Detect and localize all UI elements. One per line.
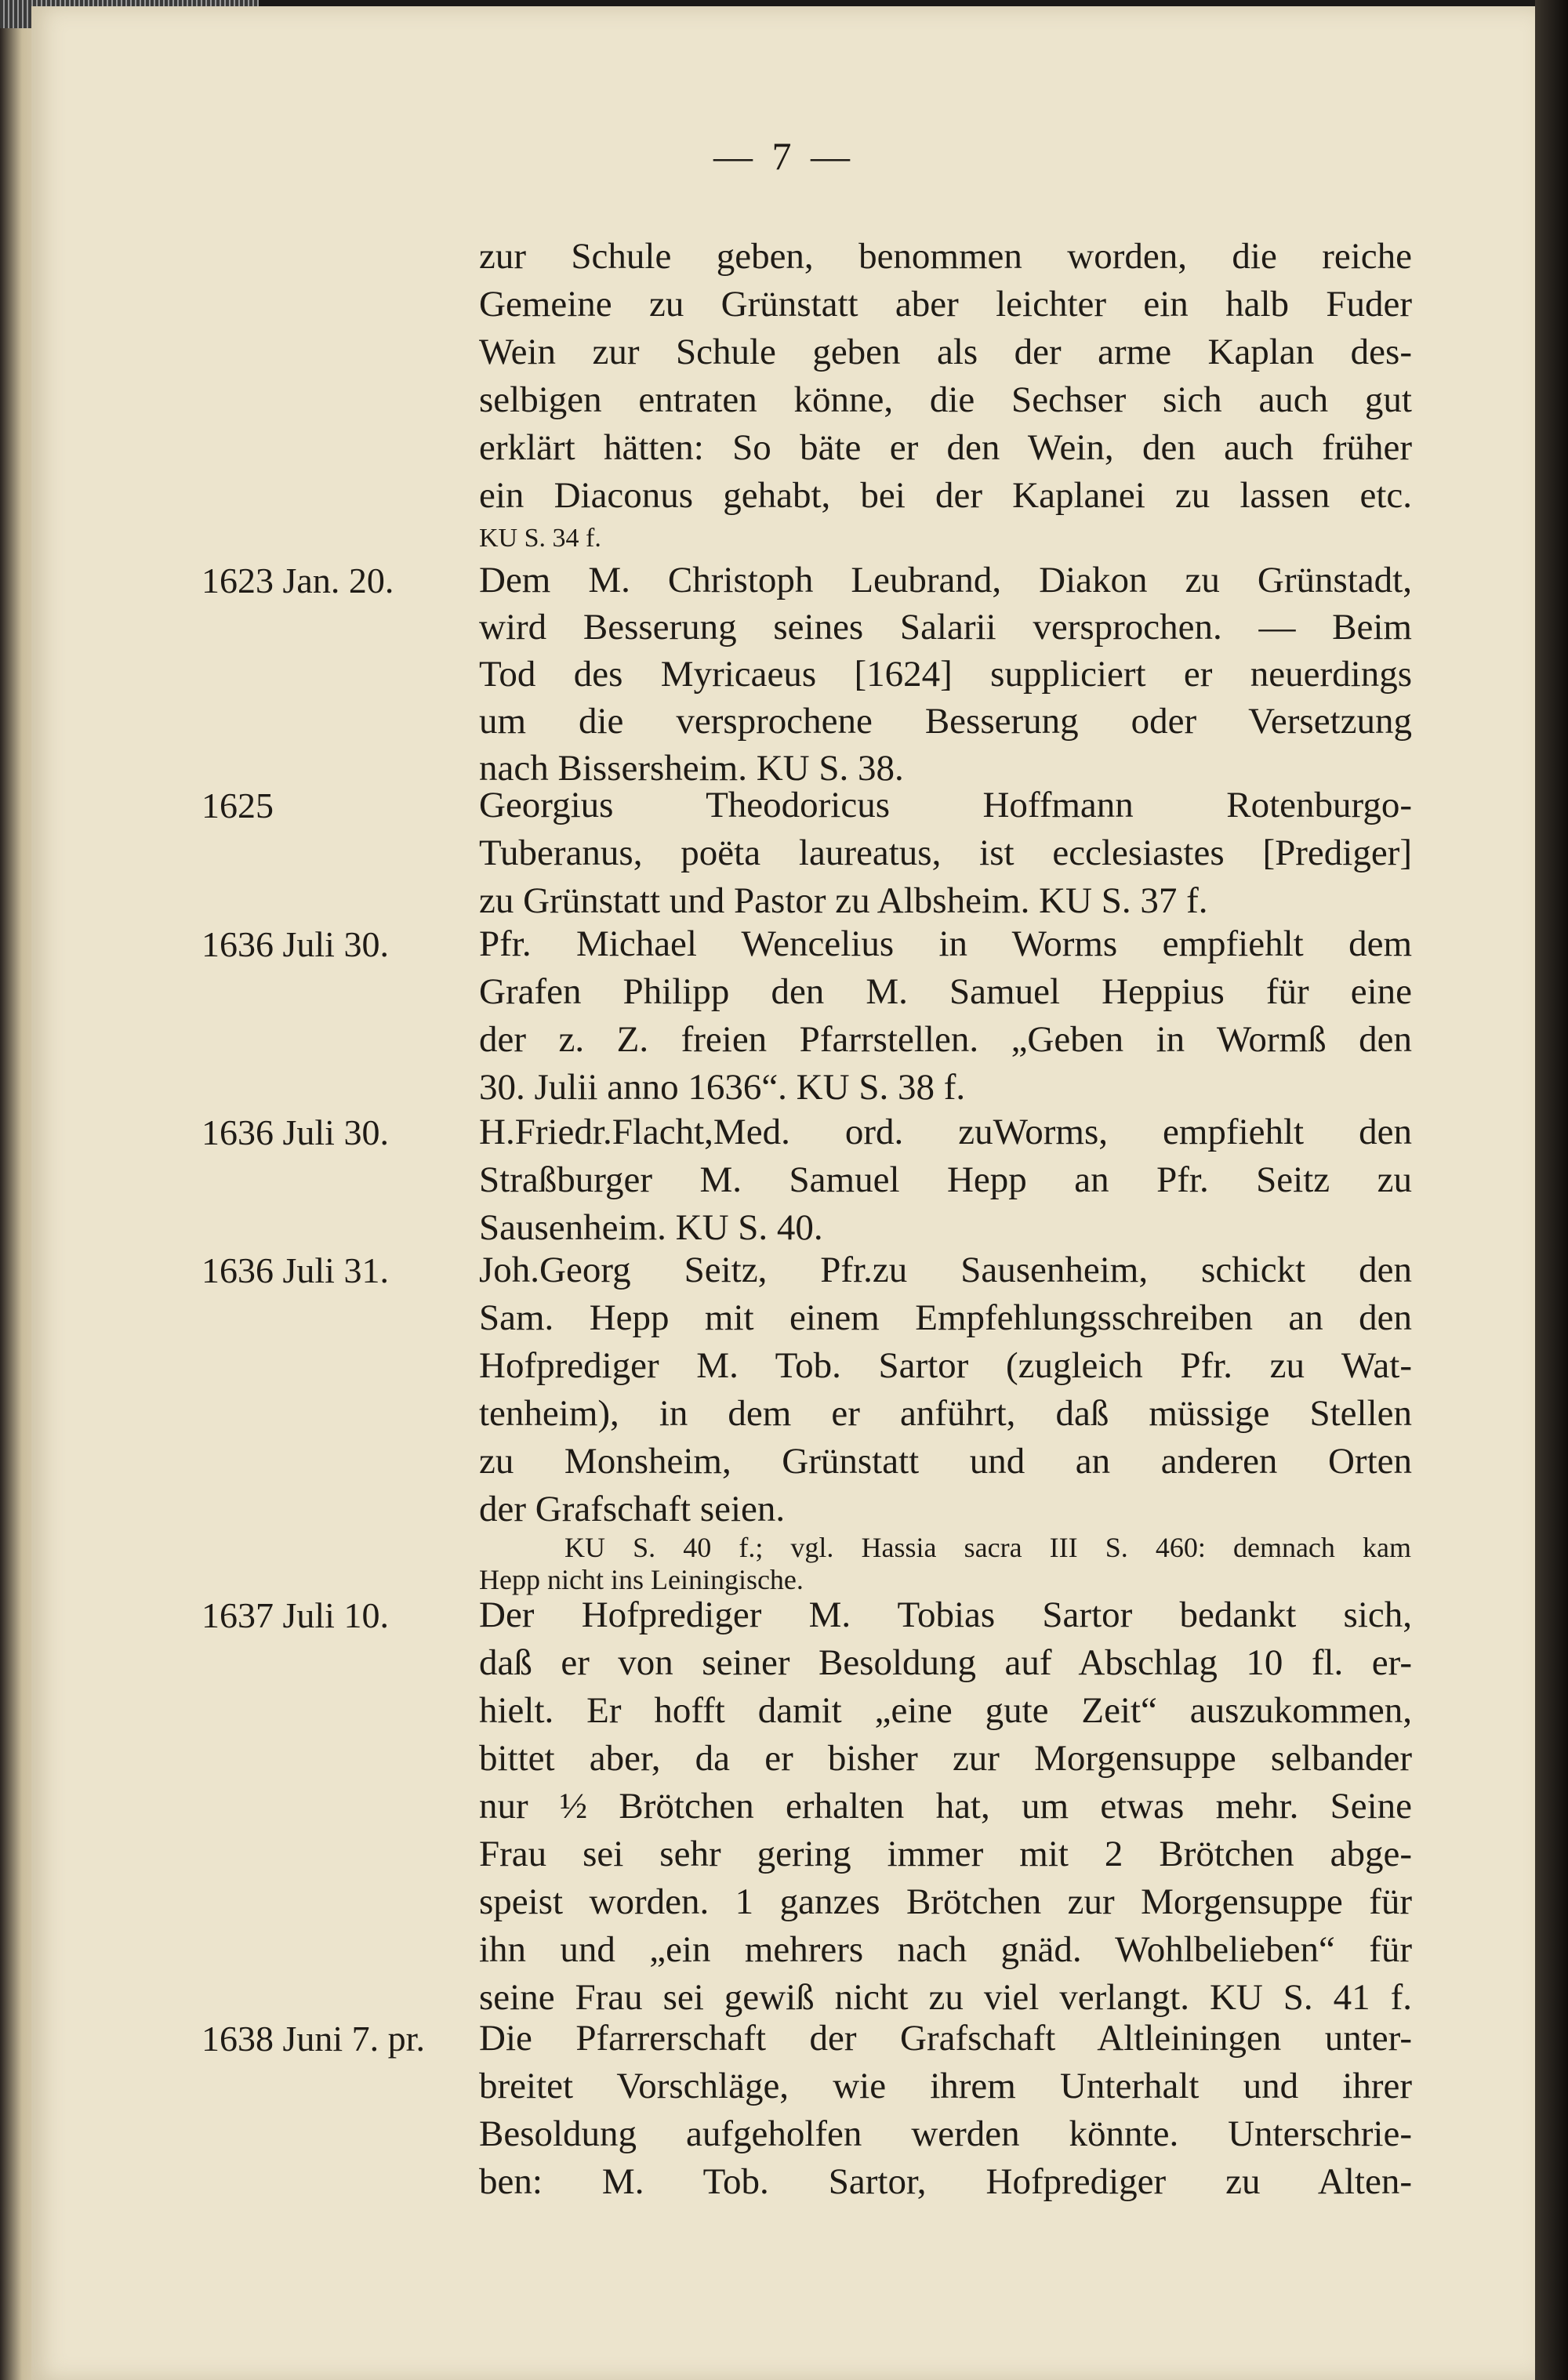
entry-line: Tuberanus, poëta laureatus, ist ecclesiastes [Prediger] (479, 833, 1412, 873)
source-note: KU S. 40 f.; vgl. Hassia sacra III S. 460: demnach kam (564, 1532, 1411, 1563)
entry-line: Die Pfarrerschaft der Grafschaft Altleiningen unter- (479, 2018, 1412, 2059)
page-edge (1535, 0, 1568, 2380)
entry-line: Gemeine zu Grünstatt aber leichter ein halb Fuder (479, 284, 1412, 325)
entry-date: 1623 Jan. 20. (201, 561, 394, 600)
entry-date: 1636 Juli 30. (201, 924, 389, 964)
entry-line: Sam. Hepp mit einem Empfehlungsschreiben an den (479, 1297, 1412, 1338)
source-note: Hepp nicht ins Leiningische. (479, 1564, 804, 1595)
entry-line: der Grafschaft seien. (479, 1489, 786, 1529)
entry-line: ben: M. Tob. Sartor, Hofprediger zu Alten- (479, 2161, 1412, 2202)
entry-line: Joh.Georg Seitz, Pfr.zu Sausenheim, schickt den (479, 1250, 1412, 1290)
entry-line: Sausenheim. KU S. 40. (479, 1207, 823, 1248)
entry-date: 1638 Juni 7. pr. (201, 2019, 425, 2059)
entry-line: 30. Julii anno 1636“. KU S. 38 f. (479, 1067, 966, 1108)
entry-date: 1636 Juli 31. (201, 1250, 389, 1290)
entry-line: selbigen entraten könne, die Sechser sich auch gut (479, 379, 1412, 420)
entry-line: Georgius Theodoricus Hoffmann Rotenburgo- (479, 785, 1412, 825)
entry-date: 1636 Juli 30. (201, 1112, 389, 1152)
entry-line: Besoldung aufgeholfen werden könnte. Unterschrie- (479, 2113, 1412, 2154)
entry-line: hielt. Er hofft damit „eine gute Zeit“ auszukommen, (479, 1690, 1412, 1731)
entry-line: zu Grünstatt und Pastor zu Albsheim. KU S. 37 f. (479, 880, 1208, 921)
entry-line: Pfr. Michael Wencelius in Worms empfiehlt dem (479, 923, 1412, 964)
entry-line: Frau sei sehr gering immer mit 2 Brötchen abge- (479, 1834, 1412, 1874)
page-number: — 7 — (713, 134, 855, 178)
entry-line: tenheim), in dem er anführt, daß müssige Stellen (479, 1393, 1412, 1434)
entry-line: Der Hofprediger M. Tobias Sartor bedankt sich, (479, 1595, 1412, 1635)
entry-line: breitet Vorschläge, wie ihrem Unterhalt und ihrer (479, 2066, 1412, 2106)
entry-line: wird Besserung seines Salarii versprochen. — Beim (479, 607, 1412, 648)
entry-line: zu Monsheim, Grünstatt und an anderen Orten (479, 1441, 1412, 1482)
entry-line: nur ½ Brötchen erhalten hat, um etwas mehr. Seine (479, 1786, 1412, 1827)
entry-line: nach Bissersheim. KU S. 38. (479, 748, 904, 789)
entry-line: seine Frau sei gewiß nicht zu viel verlangt. KU S. 41 f. (479, 1977, 1412, 2018)
entry-line: ein Diaconus gehabt, bei der Kaplanei zu lassen etc. (479, 475, 1412, 516)
entry-line: Grafen Philipp den M. Samuel Heppius für eine (479, 971, 1412, 1012)
entry-line: der z. Z. freien Pfarrstellen. „Geben in Wormß den (479, 1019, 1412, 1060)
entry-line: Tod des Myricaeus [1624] suppliciert er neuerdings (479, 654, 1412, 695)
entry-line: Straßburger M. Samuel Hepp an Pfr. Seitz zu (479, 1159, 1412, 1200)
entry-line: H.Friedr.Flacht,Med. ord. zuWorms, empfiehlt den (479, 1112, 1412, 1152)
entry-date: 1637 Juli 10. (201, 1595, 389, 1635)
entry-line: speist worden. 1 ganzes Brötchen zur Morgensuppe für (479, 1881, 1412, 1922)
entry-line: Wein zur Schule geben als der arme Kaplan des- (479, 332, 1412, 372)
entry-line: Dem M. Christoph Leubrand, Diakon zu Grünstadt, (479, 560, 1412, 600)
entry-line: ihn und „ein mehrers nach gnäd. Wohlbelieben“ für (479, 1929, 1412, 1970)
entry-line: daß er von seiner Besoldung auf Abschlag 10 fl. er- (479, 1642, 1412, 1683)
entry-line: bittet aber, da er bisher zur Morgensuppe selbander (479, 1738, 1412, 1779)
entry-line: um die versprochene Besserung oder Versetzung (479, 701, 1412, 742)
entry-line: erklärt hätten: So bäte er den Wein, den auch früher (479, 427, 1412, 468)
entry-line: Hofprediger M. Tob. Sartor (zugleich Pfr. zu Wat- (479, 1345, 1412, 1386)
entry-line: zur Schule geben, benommen worden, die reiche (479, 236, 1412, 277)
source-reference: KU S. 34 f. (479, 524, 601, 553)
entry-date: 1625 (201, 785, 274, 825)
